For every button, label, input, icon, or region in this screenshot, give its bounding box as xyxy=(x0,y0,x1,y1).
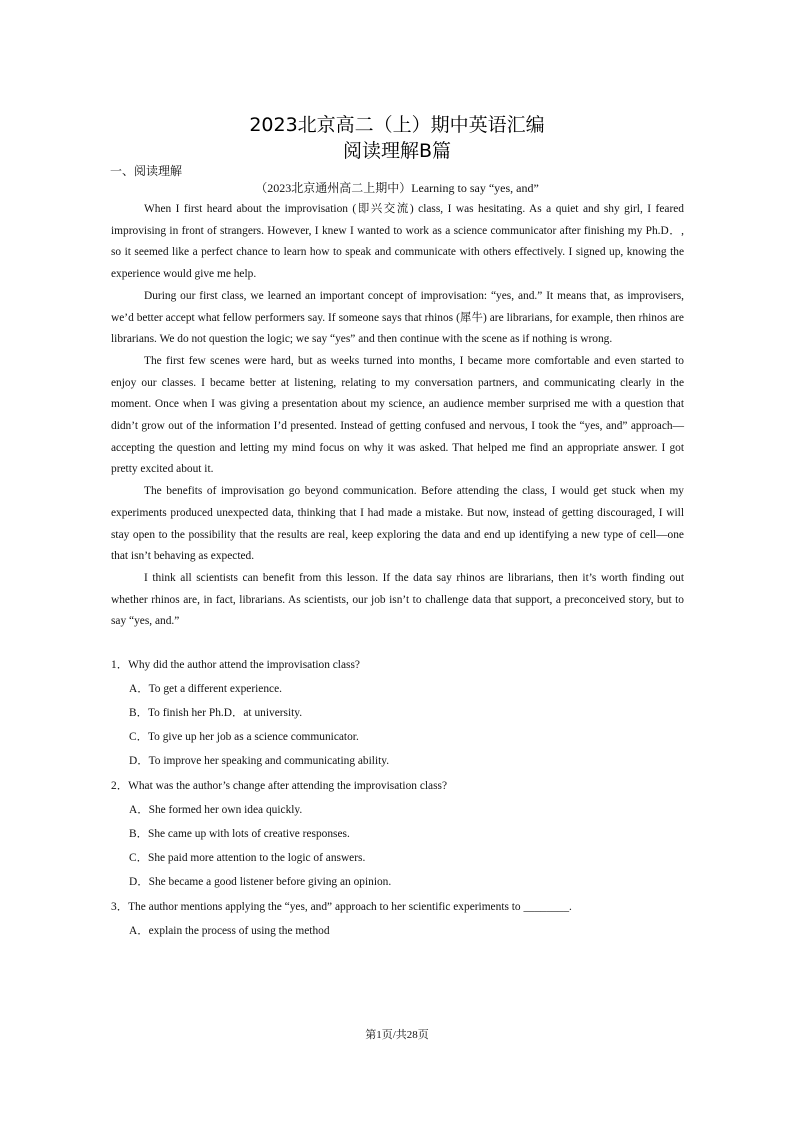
answer-option: B．To finish her Ph.D．at university. xyxy=(129,707,303,719)
page-number: 第1页/共28页 xyxy=(365,1029,429,1041)
answer-option: D．To improve her speaking and communicating ability. xyxy=(129,755,390,767)
section-heading: 一、阅读理解 xyxy=(110,164,183,178)
question-stem: 1．Why did the author attend the improvisation class? xyxy=(111,659,360,671)
answer-option: B．She came up with lots of creative responses. xyxy=(129,828,350,840)
reading-passage xyxy=(111,199,684,633)
answer-option: A．She formed her own idea quickly. xyxy=(129,804,303,816)
question-3 xyxy=(111,899,684,939)
question-1 xyxy=(111,657,684,769)
passage-source: （2023北京通州高二上期中）Learning to say “yes, and” xyxy=(255,181,539,195)
page-title: 2023北京高二（上）期中英语汇编 xyxy=(249,114,545,136)
passage-paragraph: I think all scientists can benefit from this lesson. If the data say rhinos are librarians, then it’s worth finding out whether rhinos are, in fact, librarians. As scientists, our job isn’t to challenge data that support, a preconceived story, but to say “yes, and.” xyxy=(111,571,684,628)
answer-option: C．To give up her job as a science communicator. xyxy=(129,731,359,743)
passage-paragraph: The first few scenes were hard, but as weeks turned into months, I became more comfortable and even started to enjoy our classes. I became better at listening, relating to my conversation partners, and communicating clearly in the moment. Once when I was giving a presentation about my science, an audience member surprised me with a question that didn’t grow out of the information I’d presented. Instead of getting confused and nervous, I took the “yes, and” approach—accepting the question and letting my mind focus on why it was asked. That helped me find an appropriate answer. I got pretty excited about it. xyxy=(111,354,684,476)
passage-paragraph: During our first class, we learned an important concept of improvisation: “yes, and.” It means that, as improvisers, we’d better accept what fellow performers say. If someone says that rhinos (犀牛) are librarians, for example, then rhinos are librarians. We do not question the logic; we say “yes” and then continue with the scene as if nothing is wrong. xyxy=(111,289,684,346)
passage-paragraph: When I first heard about the improvisation (即兴交流) class, I was hesitating. As a quiet and shy girl, I feared improvising in front of strangers. However, I knew I wanted to work as a science communicator after finishing my Ph.D．, so it seemed like a perfect chance to learn how to speak and communicate with others effectively. I signed up, knowing the experience would give me help. xyxy=(111,203,684,281)
passage-paragraph: The benefits of improvisation go beyond communication. Before attending the class, I would get stuck when my experiments produced unexpected data, thinking that I had made a mistake. But now, instead of getting discouraged, I will stay open to the possibility that the results are real, keep exploring the data and end up identifying a new type of cell—one that isn’t behaving as expected. xyxy=(111,485,684,563)
question-stem: 3．The author mentions applying the “yes, and” approach to her scientific experiments to ________. xyxy=(111,901,572,913)
question-stem: 2．What was the author’s change after attending the improvisation class? xyxy=(111,780,448,792)
answer-option: A．To get a different experience. xyxy=(129,683,283,695)
answer-option: C．She paid more attention to the logic of answers. xyxy=(129,852,366,864)
answer-option: D．She became a good listener before giving an opinion. xyxy=(129,876,392,888)
question-2 xyxy=(111,778,684,890)
page-subtitle: 阅读理解B篇 xyxy=(342,140,452,162)
answer-option: A．explain the process of using the method xyxy=(129,925,330,937)
